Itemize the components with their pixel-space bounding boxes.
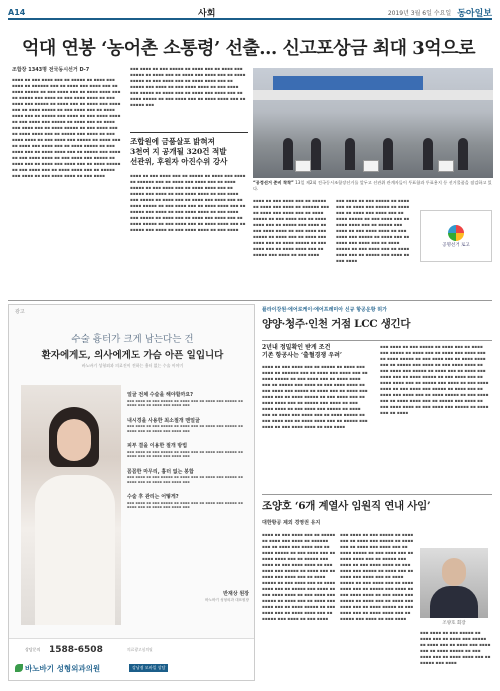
- lcc-body-col-2: ▪▪▪ ▪▪▪▪ ▪▪ ▪▪▪ ▪▪▪▪▪ ▪▪ ▪▪▪▪ ▪▪▪ ▪▪ ▪▪▪▪ ▪▪▪ ▪▪▪▪▪ ▪▪ ▪▪▪▪ ▪▪▪ ▪▪ ▪▪▪▪ ▪▪▪ ▪▪▪▪ ▪▪▪ ▪▪ ▪▪▪▪ ▪▪▪▪▪ ▪▪ ▪▪▪ ▪▪▪▪ ▪▪▪ ▪▪ ▪▪▪▪ ▪▪▪▪ ▪▪▪ ▪▪ ▪▪▪▪▪ ▪▪▪ ▪▪▪▪ ▪▪ ▪▪▪ ▪▪▪▪ ▪▪▪▪ ▪▪ ▪▪▪ ▪▪▪▪ ▪▪▪ ▪▪▪▪▪ ▪▪ ▪▪▪▪ ▪▪▪ ▪▪ ▪▪▪▪ ▪▪▪ ▪▪▪▪ ▪▪▪ ▪▪ ▪▪▪▪ ▪▪▪▪▪ ▪▪ ▪▪▪ ▪▪▪▪ ▪▪▪ ▪▪ ▪▪▪▪ ▪▪▪▪ ▪▪▪ ▪▪ ▪▪▪▪▪ ▪▪▪ ▪▪▪▪ ▪▪ ▪▪▪ ▪▪▪▪ ▪▪▪▪ ▪▪ ▪▪▪ ▪▪▪▪ ▪▪▪ ▪▪▪▪▪ ▪▪ ▪▪▪▪ ▪▪▪ ▪▪ ▪▪▪▪ ▪▪▪ ▪▪▪▪ ▪▪▪ ▪▪ ▪▪▪▪ ▪▪▪▪▪ ▪▪ ▪▪▪ ▪▪▪▪ ▪▪▪ ▪▪ ▪▪▪▪ ▪▪▪▪ ▪▪▪ ▪▪ ▪▪▪▪▪ ▪▪▪ ▪▪▪▪ ▪▪ ▪▪▪ ▪▪▪▪ ▪▪▪▪ ▪▪ ▪▪▪ ▪▪▪▪ ▪▪▪ ▪▪▪▪▪ ▪▪ ▪▪▪▪ ▪▪▪ ▪▪ ▪▪▪▪: [380, 344, 489, 415]
- article-body-col-3: ▪▪▪▪ ▪▪ ▪▪▪ ▪▪▪▪ ▪▪▪ ▪▪ ▪▪▪▪▪ ▪▪ ▪▪▪▪ ▪▪▪ ▪▪▪▪ ▪▪ ▪▪▪▪▪▪ ▪▪▪ ▪▪ ▪▪▪▪ ▪▪▪ ▪▪▪▪ ▪▪▪ ▪▪ ▪▪▪▪ ▪▪▪▪▪ ▪▪ ▪▪▪ ▪▪▪▪ ▪▪▪ ▪▪ ▪▪▪▪ ▪▪▪▪ ▪▪▪ ▪▪ ▪▪▪▪▪ ▪▪▪ ▪▪▪▪ ▪▪ ▪▪▪ ▪▪▪▪ ▪▪▪▪ ▪▪ ▪▪▪ ▪▪▪▪ ▪▪▪ ▪▪▪▪▪ ▪▪ ▪▪▪▪ ▪▪▪ ▪▪ ▪▪▪▪ ▪▪▪ ▪▪▪▪ ▪▪▪ ▪▪ ▪▪▪▪ ▪▪▪▪▪ ▪▪ ▪▪▪ ▪▪▪▪ ▪▪▪ ▪▪ ▪▪▪▪ ▪▪▪▪ ▪▪▪ ▪▪ ▪▪▪▪▪ ▪▪▪ ▪▪▪▪ ▪▪ ▪▪▪ ▪▪▪▪ ▪▪▪▪ ▪▪ ▪▪▪ ▪▪▪▪ ▪▪▪ ▪▪▪▪▪ ▪▪ ▪▪▪▪ ▪▪▪ ▪▪ ▪▪▪▪ ▪▪▪ ▪▪▪▪ ▪▪▪ ▪▪ ▪▪▪▪ ▪▪▪▪▪ ▪▪ ▪▪▪ ▪▪▪▪ ▪▪▪ ▪▪ ▪▪▪▪ ▪▪▪▪ ▪▪▪ ▪▪ ▪▪▪▪▪ ▪▪▪ ▪▪▪▪ ▪▪ ▪▪▪ ▪▪▪▪ ▪▪▪▪ ▪▪ ▪▪▪ ▪▪▪▪: [130, 173, 246, 232]
- section-title: 사회: [198, 8, 216, 19]
- photo-tent: [253, 90, 493, 100]
- page-number: A14: [8, 7, 26, 17]
- ad-qa-list: [127, 387, 247, 515]
- lcc-headline: 양양·청주·인천 거점 LCC 생긴다: [262, 318, 411, 330]
- lead-article-middle: [130, 66, 248, 273]
- article-body-col-1: ▪▪▪▪ ▪▪ ▪▪▪ ▪▪▪▪ ▪▪▪ ▪▪ ▪▪▪▪▪ ▪▪ ▪▪▪▪ ▪▪▪ ▪▪▪▪ ▪▪ ▪▪▪▪▪▪ ▪▪▪ ▪▪ ▪▪▪▪ ▪▪▪ ▪▪▪▪ ▪▪▪ ▪▪ ▪▪▪▪ ▪▪▪▪▪ ▪▪ ▪▪▪ ▪▪▪▪ ▪▪▪ ▪▪ ▪▪▪▪ ▪▪▪▪ ▪▪▪ ▪▪ ▪▪▪▪▪ ▪▪▪ ▪▪▪▪ ▪▪ ▪▪▪ ▪▪▪▪ ▪▪▪▪ ▪▪ ▪▪▪ ▪▪▪▪ ▪▪▪ ▪▪▪▪▪ ▪▪ ▪▪▪▪ ▪▪▪ ▪▪ ▪▪▪▪ ▪▪▪ ▪▪▪▪ ▪▪▪ ▪▪ ▪▪▪▪ ▪▪▪▪▪ ▪▪ ▪▪▪ ▪▪▪▪ ▪▪▪ ▪▪ ▪▪▪▪ ▪▪▪▪ ▪▪▪ ▪▪ ▪▪▪▪▪ ▪▪▪ ▪▪▪▪ ▪▪ ▪▪▪ ▪▪▪▪ ▪▪▪▪ ▪▪ ▪▪▪ ▪▪▪▪ ▪▪▪ ▪▪▪▪▪ ▪▪ ▪▪▪▪ ▪▪▪ ▪▪ ▪▪▪▪ ▪▪▪ ▪▪▪▪ ▪▪▪ ▪▪ ▪▪▪▪ ▪▪▪▪▪ ▪▪ ▪▪▪ ▪▪▪▪ ▪▪▪ ▪▪ ▪▪▪▪ ▪▪▪▪ ▪▪▪ ▪▪ ▪▪▪▪▪ ▪▪▪ ▪▪▪▪ ▪▪ ▪▪▪ ▪▪▪▪ ▪▪▪▪ ▪▪ ▪▪▪ ▪▪▪▪ ▪▪▪ ▪▪▪▪▪ ▪▪ ▪▪▪▪ ▪▪▪ ▪▪ ▪▪▪▪ ▪▪▪ ▪▪▪▪ ▪▪▪ ▪▪ ▪▪▪▪ ▪▪▪▪▪ ▪▪ ▪▪▪ ▪▪▪▪ ▪▪▪ ▪▪ ▪▪▪▪ ▪▪▪▪ ▪▪▪ ▪▪ ▪▪▪▪▪ ▪▪▪ ▪▪▪▪ ▪▪ ▪▪▪ ▪▪▪▪ ▪▪▪▪ ▪▪ ▪▪▪ ▪▪▪▪ ▪▪▪ ▪▪▪▪▪ ▪▪ ▪▪▪▪ ▪▪▪ ▪▪ ▪▪▪▪ ▪▪▪ ▪▪▪▪ ▪▪▪ ▪▪ ▪▪▪▪ ▪▪▪▪▪ ▪▪ ▪▪▪ ▪▪▪▪ ▪▪▪ ▪▪ ▪▪▪▪ ▪▪▪▪ ▪▪▪ ▪▪ ▪▪▪▪▪ ▪▪▪ ▪▪▪▪ ▪▪ ▪▪▪ ▪▪▪▪ ▪▪▪▪ ▪▪ ▪▪▪ ▪▪▪▪: [12, 77, 121, 178]
- article-body-col-2: ▪▪▪ ▪▪▪▪ ▪▪ ▪▪▪ ▪▪▪▪▪ ▪▪ ▪▪▪▪ ▪▪▪ ▪▪ ▪▪▪▪ ▪▪▪ ▪▪▪▪▪ ▪▪ ▪▪▪▪ ▪▪▪ ▪▪ ▪▪▪▪ ▪▪▪ ▪▪▪▪ ▪▪▪ ▪▪ ▪▪▪▪ ▪▪▪▪▪ ▪▪ ▪▪▪ ▪▪▪▪ ▪▪▪ ▪▪ ▪▪▪▪ ▪▪▪▪ ▪▪▪ ▪▪ ▪▪▪▪▪ ▪▪▪ ▪▪▪▪ ▪▪ ▪▪▪ ▪▪▪▪ ▪▪▪▪ ▪▪ ▪▪▪ ▪▪▪▪ ▪▪▪ ▪▪▪▪▪ ▪▪ ▪▪▪▪ ▪▪▪ ▪▪ ▪▪▪▪ ▪▪▪ ▪▪▪▪ ▪▪▪ ▪▪ ▪▪▪▪ ▪▪▪▪▪ ▪▪ ▪▪▪ ▪▪▪▪ ▪▪▪ ▪▪ ▪▪▪▪ ▪▪▪▪ ▪▪▪ ▪▪ ▪▪▪▪▪ ▪▪▪: [130, 66, 246, 107]
- main-headline: 억대 연봉 ‘농어촌 소통령’ 선출… 신고포상금 최대 3억으로: [22, 38, 475, 59]
- ad-phone-label: 상담문의: [25, 647, 41, 652]
- cho-article: [262, 498, 492, 526]
- cho-profile-name: 조양호 회장: [442, 621, 466, 626]
- lcc-left-column: [262, 344, 370, 482]
- lcc-kicker: 플라이강원·에어로케이·에어프레미아 신규 항공운항 허가: [262, 307, 387, 313]
- ad-question: 내시경을 사용한 최소절개 맨얼굴: [127, 417, 200, 424]
- photo-person: [423, 138, 433, 170]
- article-body-col-4: ▪▪▪▪ ▪▪ ▪▪▪ ▪▪▪▪ ▪▪▪ ▪▪ ▪▪▪▪▪ ▪▪ ▪▪▪▪ ▪▪▪ ▪▪▪▪ ▪▪ ▪▪▪▪▪▪ ▪▪▪ ▪▪ ▪▪▪▪ ▪▪▪ ▪▪▪▪ ▪▪▪ ▪▪ ▪▪▪▪ ▪▪▪▪▪ ▪▪ ▪▪▪ ▪▪▪▪ ▪▪▪ ▪▪ ▪▪▪▪ ▪▪▪▪ ▪▪▪ ▪▪ ▪▪▪▪▪ ▪▪▪ ▪▪▪▪ ▪▪ ▪▪▪ ▪▪▪▪ ▪▪▪▪ ▪▪ ▪▪▪ ▪▪▪▪ ▪▪▪ ▪▪▪▪▪ ▪▪ ▪▪▪▪ ▪▪▪ ▪▪ ▪▪▪▪ ▪▪▪ ▪▪▪▪ ▪▪▪ ▪▪ ▪▪▪▪ ▪▪▪▪▪ ▪▪ ▪▪▪ ▪▪▪▪ ▪▪▪ ▪▪ ▪▪▪▪ ▪▪▪▪ ▪▪▪ ▪▪ ▪▪▪▪▪ ▪▪▪ ▪▪▪▪ ▪▪ ▪▪▪ ▪▪▪▪: [253, 198, 330, 257]
- subhead-3: 선관위, 후원자 아진수위 강사: [130, 157, 228, 166]
- subhead-1: 조합원에 금품살포 밝혀져: [130, 137, 215, 146]
- ad-answer: ▪▪▪ ▪▪▪▪ ▪▪ ▪▪▪ ▪▪▪▪▪ ▪▪ ▪▪▪▪ ▪▪▪ ▪▪ ▪▪▪▪ ▪▪▪ ▪▪▪▪▪ ▪▪ ▪▪▪▪ ▪▪▪ ▪▪ ▪▪▪▪ ▪▪▪ ▪▪▪▪ ▪▪▪: [127, 424, 244, 433]
- ad-footer: [9, 638, 254, 680]
- ad-phone-number[interactable]: 1588-6508: [49, 645, 103, 655]
- ad-answer: ▪▪▪ ▪▪▪▪ ▪▪ ▪▪▪ ▪▪▪▪▪ ▪▪ ▪▪▪▪ ▪▪▪ ▪▪ ▪▪▪▪ ▪▪▪ ▪▪▪▪▪ ▪▪ ▪▪▪▪ ▪▪▪ ▪▪ ▪▪▪▪ ▪▪▪ ▪▪▪▪ ▪▪▪: [127, 500, 244, 510]
- article-body-col-5: ▪▪▪ ▪▪▪▪ ▪▪ ▪▪▪ ▪▪▪▪▪ ▪▪ ▪▪▪▪ ▪▪▪ ▪▪ ▪▪▪▪ ▪▪▪ ▪▪▪▪▪ ▪▪ ▪▪▪▪ ▪▪▪ ▪▪ ▪▪▪▪ ▪▪▪ ▪▪▪▪ ▪▪▪ ▪▪ ▪▪▪▪ ▪▪▪▪▪ ▪▪ ▪▪▪ ▪▪▪▪ ▪▪▪ ▪▪ ▪▪▪▪ ▪▪▪▪ ▪▪▪ ▪▪ ▪▪▪▪▪ ▪▪▪ ▪▪▪▪ ▪▪ ▪▪▪ ▪▪▪▪ ▪▪▪▪ ▪▪ ▪▪▪ ▪▪▪▪ ▪▪▪ ▪▪▪▪▪ ▪▪ ▪▪▪▪ ▪▪▪ ▪▪ ▪▪▪▪ ▪▪▪ ▪▪▪▪ ▪▪▪ ▪▪ ▪▪▪▪ ▪▪▪▪▪ ▪▪ ▪▪▪ ▪▪▪▪ ▪▪▪ ▪▪ ▪▪▪▪ ▪▪▪▪ ▪▪▪ ▪▪ ▪▪▪▪▪ ▪▪▪ ▪▪▪▪ ▪▪ ▪▪▪ ▪▪▪▪: [336, 198, 410, 263]
- ad-doctor-info: [149, 590, 249, 603]
- subhead-2: 3천여 지 공개될 320건 적발: [130, 147, 227, 156]
- ad-question: 꼼꼼한 마무리, 흉터 없는 봉합: [127, 468, 194, 475]
- photo-person: [283, 138, 293, 170]
- election-logo-text: 공명선거 로고: [442, 242, 470, 248]
- photo-person: [345, 138, 355, 170]
- ad-label: 광고: [15, 309, 25, 315]
- ad-answer: ▪▪▪ ▪▪▪▪ ▪▪ ▪▪▪ ▪▪▪▪▪ ▪▪ ▪▪▪▪ ▪▪▪ ▪▪ ▪▪▪▪ ▪▪▪ ▪▪▪▪▪ ▪▪ ▪▪▪▪ ▪▪▪ ▪▪ ▪▪▪▪ ▪▪▪ ▪▪▪▪ ▪▪▪: [127, 475, 244, 484]
- photo-ballot-box: [438, 160, 454, 172]
- ad-question: 피부 결을 이용한 절개 방법: [127, 443, 188, 449]
- portrait-face: [57, 419, 91, 461]
- caption-title: “공정선거 준비 착착”: [253, 180, 294, 185]
- issue-date: 2019년 3월 6일 수요일: [387, 9, 452, 17]
- ad-headline-1: 수술 흉터가 크게 남는다는 건: [71, 334, 194, 345]
- lcc-divider: [262, 340, 492, 341]
- profile-suit: [430, 586, 478, 618]
- cho-subhead: 대한항공 제외 경영권 유지: [262, 520, 321, 526]
- ad-answer: ▪▪▪ ▪▪▪▪ ▪▪ ▪▪▪ ▪▪▪▪▪ ▪▪ ▪▪▪▪ ▪▪▪ ▪▪ ▪▪▪▪ ▪▪▪ ▪▪▪▪▪ ▪▪ ▪▪▪▪ ▪▪▪ ▪▪ ▪▪▪▪ ▪▪▪ ▪▪▪▪ ▪▪▪: [127, 449, 244, 459]
- photo-person: [458, 138, 468, 170]
- cho-profile-photo: [420, 548, 488, 618]
- article-byline: 조합장 1343명 전국동시선거 D-7: [12, 67, 90, 73]
- ad-question: 얼굴 전체 수술을 해야할까요?: [127, 392, 194, 398]
- ad-clinic-name: 바노바기 성형외과의원: [25, 664, 101, 673]
- ad-question: 수술 후 관리는 어떻게?: [127, 494, 179, 500]
- portrait-body: [35, 475, 115, 625]
- election-photo: [253, 68, 493, 178]
- profile-head: [442, 558, 466, 586]
- ad-subtitle: 바노바기 성형외과 의료진이 전하는 흉터 없는 수술 이야기: [81, 363, 184, 368]
- photo-caption: [253, 180, 493, 191]
- lcc-body-col-1: ▪▪▪▪ ▪▪ ▪▪▪ ▪▪▪▪ ▪▪▪ ▪▪ ▪▪▪▪▪ ▪▪ ▪▪▪▪ ▪▪▪ ▪▪▪▪ ▪▪ ▪▪▪▪▪▪ ▪▪▪ ▪▪ ▪▪▪▪ ▪▪▪ ▪▪▪▪ ▪▪▪ ▪▪ ▪▪▪▪ ▪▪▪▪▪ ▪▪ ▪▪▪ ▪▪▪▪ ▪▪▪ ▪▪ ▪▪▪▪ ▪▪▪▪ ▪▪▪ ▪▪ ▪▪▪▪▪ ▪▪▪ ▪▪▪▪ ▪▪ ▪▪▪ ▪▪▪▪ ▪▪▪▪ ▪▪ ▪▪▪ ▪▪▪▪ ▪▪▪ ▪▪▪▪▪ ▪▪ ▪▪▪▪ ▪▪▪ ▪▪ ▪▪▪▪ ▪▪▪ ▪▪▪▪ ▪▪▪ ▪▪ ▪▪▪▪ ▪▪▪▪▪ ▪▪ ▪▪▪ ▪▪▪▪ ▪▪▪ ▪▪ ▪▪▪▪ ▪▪▪▪ ▪▪▪ ▪▪ ▪▪▪▪▪ ▪▪▪ ▪▪▪▪ ▪▪ ▪▪▪ ▪▪▪▪ ▪▪▪▪ ▪▪ ▪▪▪ ▪▪▪▪ ▪▪▪ ▪▪▪▪▪ ▪▪ ▪▪▪▪ ▪▪▪ ▪▪ ▪▪▪▪ ▪▪▪ ▪▪▪▪ ▪▪▪ ▪▪ ▪▪▪▪ ▪▪▪▪▪ ▪▪ ▪▪▪ ▪▪▪▪ ▪▪▪ ▪▪ ▪▪▪▪ ▪▪▪▪ ▪▪▪ ▪▪ ▪▪▪▪▪ ▪▪▪ ▪▪▪▪ ▪▪ ▪▪▪ ▪▪▪▪ ▪▪▪▪ ▪▪ ▪▪▪ ▪▪▪▪: [262, 364, 368, 429]
- clinic-advertisement: [8, 304, 255, 681]
- newspaper-brand: 동아일보: [457, 8, 492, 19]
- ad-answer: ▪▪▪ ▪▪▪▪ ▪▪ ▪▪▪ ▪▪▪▪▪ ▪▪ ▪▪▪▪ ▪▪▪ ▪▪ ▪▪▪▪ ▪▪▪ ▪▪▪▪▪ ▪▪ ▪▪▪▪ ▪▪▪ ▪▪ ▪▪▪▪ ▪▪▪ ▪▪▪▪ ▪▪▪: [127, 398, 244, 408]
- ad-approval-badge: 의료광고심의필: [127, 647, 153, 652]
- election-logo-box: [420, 210, 492, 262]
- ad-headline-2: 환자에게도, 의사에게도 가슴 아픈 일입니다: [41, 350, 224, 361]
- page-header: [8, 6, 492, 20]
- ad-doctor-role: 바노바기 성형외과 대표원장: [205, 598, 249, 602]
- cho-headline: 조양호 ‘6개 계열사 임원직 연내 사임’: [262, 500, 431, 512]
- cho-body-col-2: ▪▪▪ ▪▪▪▪ ▪▪ ▪▪▪ ▪▪▪▪▪ ▪▪ ▪▪▪▪ ▪▪▪ ▪▪ ▪▪▪▪ ▪▪▪ ▪▪▪▪▪ ▪▪ ▪▪▪▪ ▪▪▪ ▪▪ ▪▪▪▪ ▪▪▪ ▪▪▪▪ ▪▪▪ ▪▪ ▪▪▪▪ ▪▪▪▪▪ ▪▪ ▪▪▪ ▪▪▪▪ ▪▪▪ ▪▪ ▪▪▪▪ ▪▪▪▪ ▪▪▪ ▪▪ ▪▪▪▪▪ ▪▪▪ ▪▪▪▪ ▪▪ ▪▪▪ ▪▪▪▪ ▪▪▪▪ ▪▪ ▪▪▪ ▪▪▪▪ ▪▪▪ ▪▪▪▪▪ ▪▪ ▪▪▪▪ ▪▪▪ ▪▪ ▪▪▪▪ ▪▪▪ ▪▪▪▪ ▪▪▪ ▪▪ ▪▪▪▪ ▪▪▪▪▪ ▪▪ ▪▪▪ ▪▪▪▪ ▪▪▪ ▪▪ ▪▪▪▪ ▪▪▪▪ ▪▪▪ ▪▪ ▪▪▪▪▪ ▪▪▪ ▪▪▪▪ ▪▪ ▪▪▪ ▪▪▪▪ ▪▪▪▪ ▪▪ ▪▪▪ ▪▪▪▪ ▪▪▪ ▪▪▪▪▪ ▪▪ ▪▪▪▪ ▪▪▪ ▪▪ ▪▪▪▪ ▪▪▪ ▪▪▪▪ ▪▪▪ ▪▪ ▪▪▪▪ ▪▪▪▪▪ ▪▪ ▪▪▪ ▪▪▪▪ ▪▪▪ ▪▪ ▪▪▪▪ ▪▪▪▪ ▪▪▪ ▪▪ ▪▪▪▪▪ ▪▪▪ ▪▪▪▪ ▪▪ ▪▪▪ ▪▪▪▪: [340, 532, 414, 621]
- cho-divider: [262, 494, 492, 495]
- caption-body: 13일 제2회 전국동시조합장선거를 앞두고 선관위 관계자들이 투표함과 투표용지 등 선거물품을 점검하고 있다.: [253, 180, 492, 191]
- cho-body-col-1: ▪▪▪▪ ▪▪ ▪▪▪ ▪▪▪▪ ▪▪▪ ▪▪ ▪▪▪▪▪ ▪▪ ▪▪▪▪ ▪▪▪ ▪▪▪▪ ▪▪ ▪▪▪▪▪▪ ▪▪▪ ▪▪ ▪▪▪▪ ▪▪▪ ▪▪▪▪ ▪▪▪ ▪▪ ▪▪▪▪ ▪▪▪▪▪ ▪▪ ▪▪▪ ▪▪▪▪ ▪▪▪ ▪▪ ▪▪▪▪ ▪▪▪▪ ▪▪▪ ▪▪ ▪▪▪▪▪ ▪▪▪ ▪▪▪▪ ▪▪ ▪▪▪ ▪▪▪▪ ▪▪▪▪ ▪▪ ▪▪▪ ▪▪▪▪ ▪▪▪ ▪▪▪▪▪ ▪▪ ▪▪▪▪ ▪▪▪ ▪▪ ▪▪▪▪ ▪▪▪ ▪▪▪▪ ▪▪▪ ▪▪ ▪▪▪▪ ▪▪▪▪▪ ▪▪ ▪▪▪ ▪▪▪▪ ▪▪▪ ▪▪ ▪▪▪▪ ▪▪▪▪ ▪▪▪ ▪▪ ▪▪▪▪▪ ▪▪▪ ▪▪▪▪ ▪▪ ▪▪▪ ▪▪▪▪ ▪▪▪▪ ▪▪ ▪▪▪ ▪▪▪▪ ▪▪▪ ▪▪▪▪▪ ▪▪ ▪▪▪▪ ▪▪▪ ▪▪ ▪▪▪▪ ▪▪▪ ▪▪▪▪ ▪▪▪ ▪▪ ▪▪▪▪ ▪▪▪▪▪ ▪▪ ▪▪▪ ▪▪▪▪ ▪▪▪ ▪▪ ▪▪▪▪ ▪▪▪▪ ▪▪▪ ▪▪ ▪▪▪▪▪ ▪▪▪ ▪▪▪▪ ▪▪ ▪▪▪ ▪▪▪▪: [262, 532, 336, 621]
- photo-ballot-box: [363, 160, 379, 172]
- lcc-article: [262, 306, 492, 331]
- ad-clinic-subtag: 강남점 모바일 상담: [129, 664, 168, 672]
- lcc-subhead-1: 2년내 정밀확인 받게 조건: [262, 344, 331, 351]
- subhead-block: [130, 132, 248, 167]
- photo-ballot-box: [295, 160, 311, 172]
- cho-body-col-3: ▪▪▪ ▪▪▪▪ ▪▪ ▪▪▪ ▪▪▪▪▪ ▪▪ ▪▪▪▪ ▪▪▪ ▪▪ ▪▪▪▪ ▪▪▪ ▪▪▪▪▪ ▪▪ ▪▪▪▪ ▪▪▪ ▪▪ ▪▪▪▪ ▪▪▪ ▪▪▪▪ ▪▪▪ ▪▪ ▪▪▪▪ ▪▪▪▪▪ ▪▪ ▪▪▪ ▪▪▪▪ ▪▪▪ ▪▪ ▪▪▪▪ ▪▪▪▪ ▪▪▪ ▪▪ ▪▪▪▪▪ ▪▪▪ ▪▪▪▪: [420, 630, 491, 665]
- photo-banner: [273, 76, 423, 90]
- section-divider: [8, 300, 492, 301]
- lcc-subhead-2: 기존 항공사는 ‘출혈경쟁 우려’: [262, 352, 342, 359]
- ad-doctor-name: 반재상 원장: [223, 591, 249, 597]
- ad-doctor-portrait: [21, 385, 121, 625]
- election-logo-icon: [448, 225, 464, 241]
- clinic-leaf-icon: [15, 664, 23, 672]
- photo-person: [383, 138, 393, 170]
- lead-article-left: [12, 66, 124, 287]
- photo-person: [311, 138, 321, 170]
